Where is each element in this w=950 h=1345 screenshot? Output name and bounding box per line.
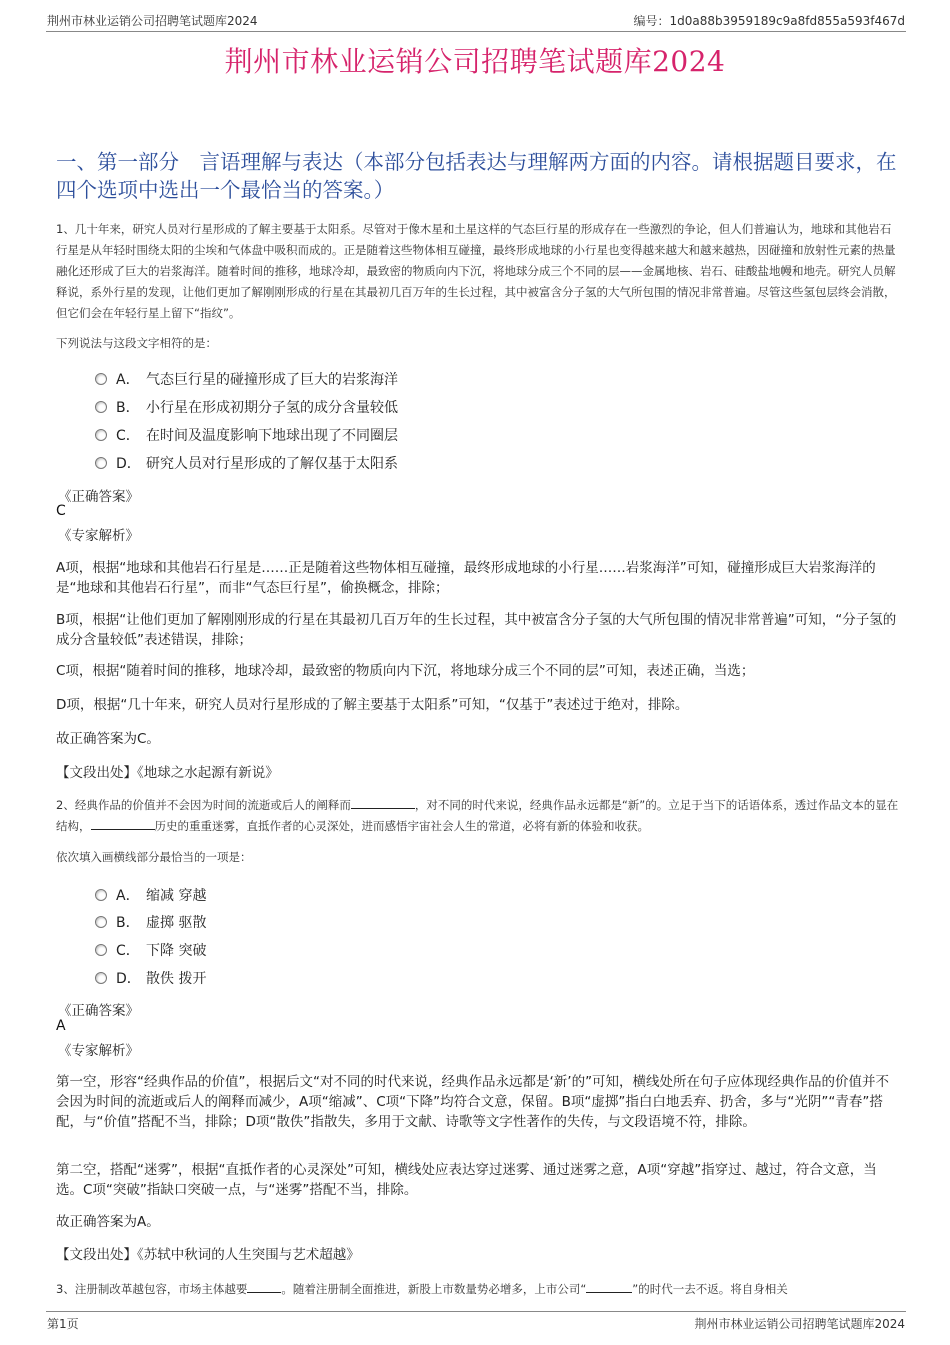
doc-id-label: 编号： [633, 14, 670, 28]
radio-button[interactable] [95, 916, 107, 928]
q1-option-b[interactable] [95, 399, 398, 417]
q1-option-c[interactable] [95, 427, 398, 445]
fill-blank [586, 1292, 632, 1293]
radio-button[interactable] [95, 944, 107, 956]
option-text: 小行星在形成初期分子氢的成分含量较低 [146, 400, 398, 416]
q3-passage [56, 1279, 902, 1300]
page-number: 第1页 [47, 1317, 79, 1331]
q2-passage-part: 2、经典作品的价值并不会因为时间的流逝或后人的阐释而 [56, 798, 351, 812]
q2-conclusion: 故正确答案为A。 [56, 1214, 160, 1230]
radio-button[interactable] [95, 373, 107, 385]
doc-id-code: 1d0a88b3959189c9a8fd855a593f467d [669, 14, 905, 28]
q1-passage: 1、几十年来，研究人员对行星形成的了解主要基于太阳系。尽管对于像木星和土星这样的气态巨行星的形成存在一些激烈的争论，但人们普遍认为，地球和其他岩石行星是从年轻时围绕太阳的尘埃和气体盘中吸积而成的。正是随着这些物体相互碰撞，最终形成地球的小行星也变得越来越大和越来越热，因碰撞和放射性元素的热量融化还形成了巨大的岩浆海洋。随着时间的推移，地球冷却，最致密的物质向内下沉，将地球分成三个不同的层——金属地核、岩石、硅酸盐地幔和地壳。研究人员解释说，系外行星的发现，让他们更加了解刚刚形成的行星在其最初几百万年的生长过程，其中被富含分子氢的大气所包围的情况非常普遍。尽管这些氢包层终会消散，但它们会在年轻行星上留下“指纹”。 [56, 222, 896, 320]
source-label: 【文段出处】 [56, 765, 137, 781]
q3-passage-part: 。随着注册制全面推进，新股上市数量势必增多，上市公司“ [281, 1282, 587, 1296]
option-letter: C． [116, 428, 140, 444]
option-text: 虚掷 驱散 [146, 915, 207, 931]
q3-passage-part: ”的时代一去不返。将自身相关 [632, 1282, 788, 1296]
footer-divider [46, 1311, 906, 1312]
q2-option-c[interactable] [95, 942, 206, 960]
header-left-title: 荆州市林业运销公司招聘笔试题库2024 [47, 14, 258, 28]
fill-blank [91, 829, 155, 830]
option-letter: A． [116, 888, 140, 904]
option-text: 在时间及温度影响下地球出现了不同圈层 [146, 428, 398, 444]
q2-analysis-blank1: 第一空，形容“经典作品的价值”，根据后文“对不同的时代来说，经典作品永远都是‘新’的”可知，横线处所在句子应体现经典作品的价值并不会因为时间的流逝或后人的阐释而减少，A项“缩减”、C项“下降”均符合文意，保留。B项“虚掷”指白白地丢弃、扔舍，多与“光阴”“青春”搭配，与“价值”搭配不当，排除；D项“散佚”指散失，多用于文献、诗歌等文字性著作的失传，与文段语境不符，排除。 [56, 1074, 890, 1130]
option-letter: A． [116, 372, 140, 388]
q2-prompt: 依次填入画横线部分最恰当的一项是： [56, 850, 252, 864]
option-text: 下降 突破 [146, 943, 207, 959]
option-letter: C． [116, 943, 140, 959]
q1-option-a[interactable] [95, 371, 398, 389]
q2-passage-part: ，对不同的时代来说，经典作品永远都是“新”的。立足于当下的话语体系，透过作品文本的显在结构， [56, 798, 899, 833]
radio-button[interactable] [95, 429, 107, 441]
radio-button[interactable] [95, 889, 107, 901]
q1-conclusion: 故正确答案为C。 [56, 731, 160, 747]
option-text: 散佚 拨开 [146, 971, 207, 987]
q2-option-d[interactable] [95, 970, 206, 988]
option-text: 缩减 穿越 [146, 888, 207, 904]
option-letter: B． [116, 400, 140, 416]
option-letter: B． [116, 915, 140, 931]
option-letter: D． [116, 456, 141, 472]
q1-analysis-a: A项，根据“地球和其他岩石行星是……正是随着这些物体相互碰撞，最终形成地球的小行星……岩浆海洋”可知，碰撞形成巨大岩浆海洋的是“地球和其他岩石行星”，而非“气态巨行星”，偷换概念，排除； [56, 560, 876, 596]
q1-expert-analysis-label: 《专家解析》 [58, 528, 139, 544]
q2-answer: A [56, 1018, 66, 1034]
q2-analysis-blank2: 第二空，搭配“迷雾”，根据“直抵作者的心灵深处”可知，横线处应表达穿过迷雾、通过迷雾之意，A项“穿越”指穿过、越过，符合文意，当选。C项“突破”指缺口突破一点，与“迷雾”搭配不当，排除。 [56, 1162, 877, 1198]
q1-analysis-b: B项，根据“让他们更加了解刚刚形成的行星在其最初几百万年的生长过程，其中被富含分子氢的大气所包围的情况非常普遍”可知，“分子氢的成分含量较低”表述错误，排除； [56, 612, 897, 648]
fill-blank [247, 1292, 281, 1293]
section-heading: 一、第一部分 言语理解与表达（本部分包括表达与理解两方面的内容。请根据题目要求，在四个选项中选出一个最恰当的答案。） [56, 150, 897, 202]
q1-answer: C [56, 503, 66, 519]
option-text: 气态巨行星的碰撞形成了巨大的岩浆海洋 [146, 372, 398, 388]
radio-button[interactable] [95, 401, 107, 413]
q1-prompt: 下列说法与这段文字相符的是： [56, 336, 217, 350]
q2-correct-answer-label: 《正确答案》 [58, 1003, 139, 1019]
source-title: 《地球之水起源有新说》 [137, 765, 279, 781]
q1-option-d[interactable] [95, 455, 398, 473]
option-letter: D． [116, 971, 141, 987]
header-divider [46, 31, 906, 32]
footer-title: 荆州市林业运销公司招聘笔试题库2024 [694, 1317, 905, 1331]
page-title: 荆州市林业运销公司招聘笔试题库2024 [224, 45, 726, 78]
q3-passage-part: 3、注册制改革越包容，市场主体越要 [56, 1282, 248, 1296]
q1-correct-answer-label: 《正确答案》 [58, 489, 139, 505]
radio-button[interactable] [95, 457, 107, 469]
fill-blank [351, 808, 415, 809]
source-title: 《苏轼中秋词的人生突围与艺术超越》 [137, 1247, 360, 1263]
q2-passage [56, 795, 902, 837]
q1-analysis-c: C项，根据“随着时间的推移，地球冷却，最致密的物质向内下沉，将地球分成三个不同的层”可知，表述正确，当选； [56, 663, 755, 679]
option-text: 研究人员对行星形成的了解仅基于太阳系 [146, 456, 398, 472]
q2-option-b[interactable] [95, 914, 206, 932]
q1-analysis-d: D项，根据“几十年来，研究人员对行星形成的了解主要基于太阳系”可知，“仅基于”表述过于绝对，排除。 [56, 697, 689, 713]
q2-option-a[interactable] [95, 887, 206, 905]
q1-source [56, 763, 902, 783]
radio-button[interactable] [95, 972, 107, 984]
q2-expert-analysis-label: 《专家解析》 [58, 1043, 139, 1059]
header-doc-id [633, 12, 905, 29]
source-label: 【文段出处】 [56, 1247, 137, 1263]
q2-passage-part: 历史的重重迷雾，直抵作者的心灵深处，进而感悟宇宙社会人生的常道，必将有新的体验和收获。 [154, 819, 649, 833]
q2-source [56, 1245, 902, 1265]
